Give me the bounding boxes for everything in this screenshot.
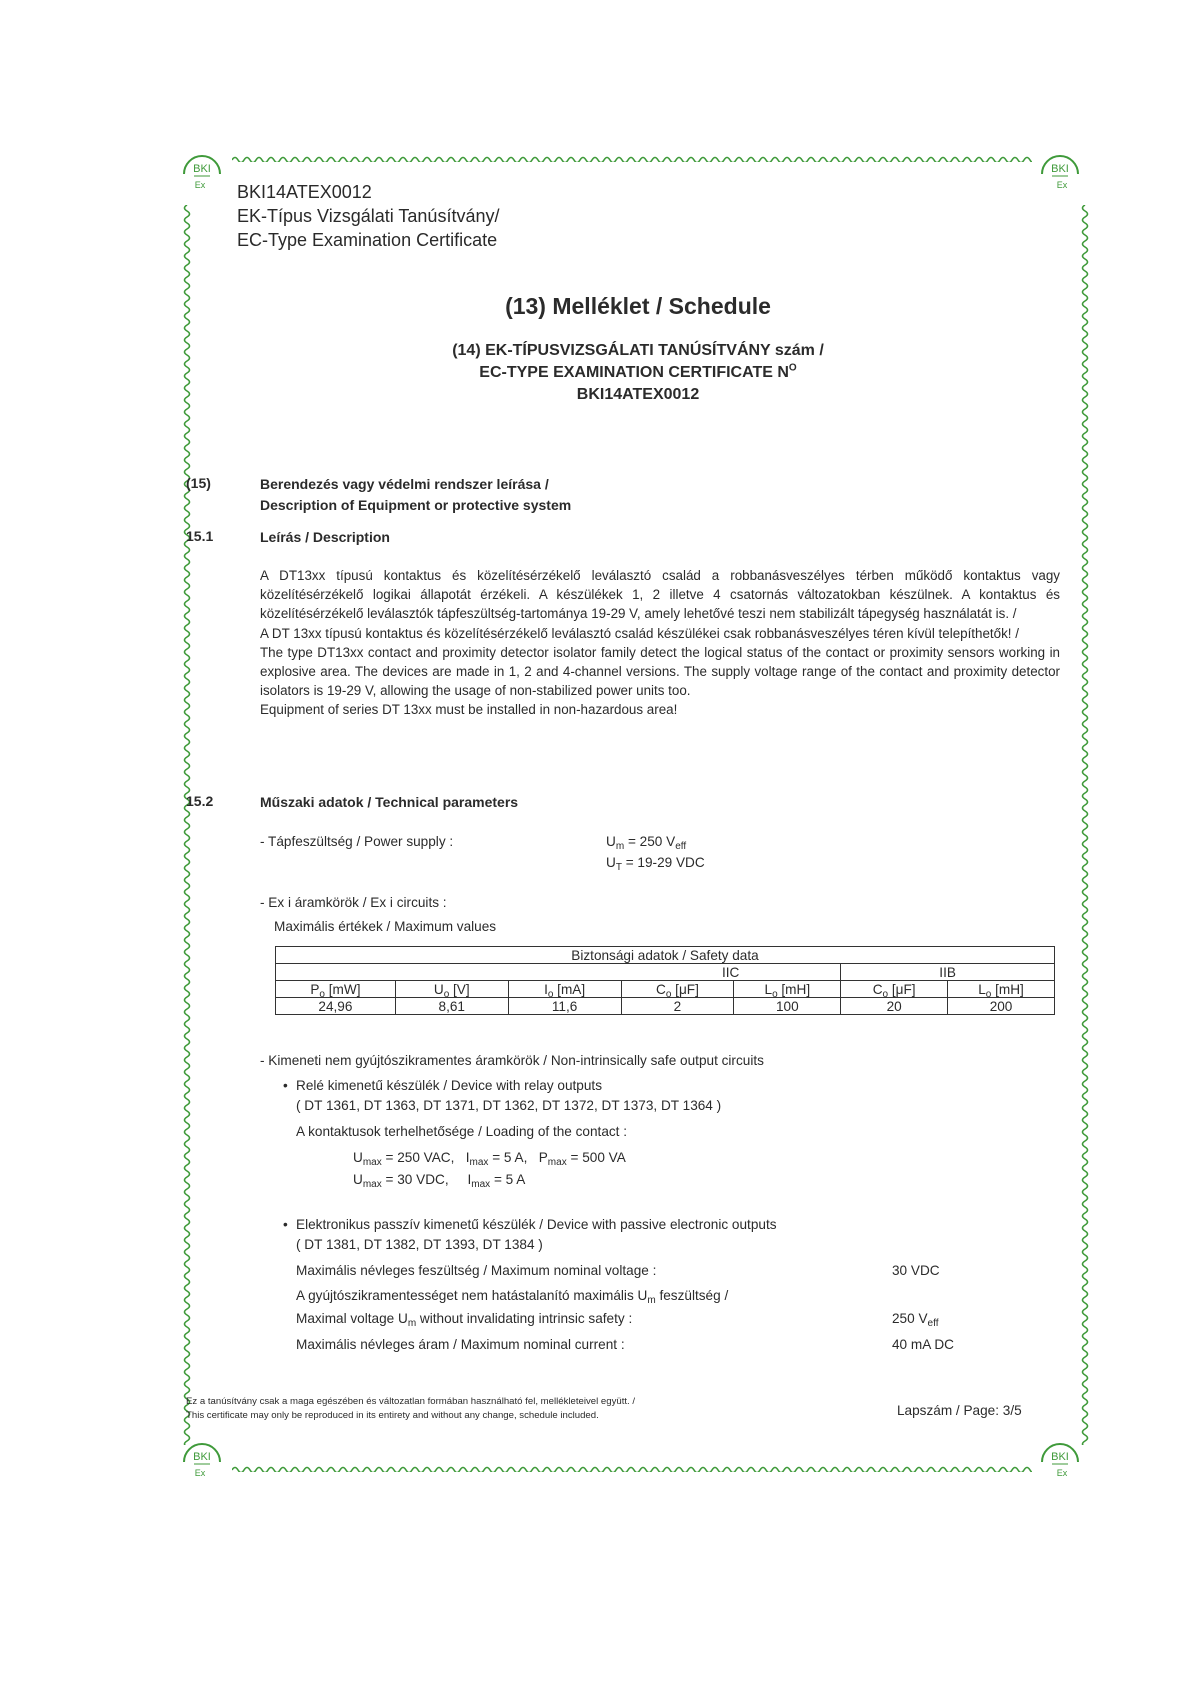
value-uo: 8,61 [395,998,508,1015]
section-15-number: (15) [186,475,211,491]
header-lo-iib: $L_o$ [mH] [948,981,1055,998]
value-lo-iic: 100 [734,998,841,1015]
table-group-row [276,964,1055,981]
non-is-circuits-label: - Kimeneti nem gyújtószikramentes áramkörök / Non-intrinsically safe output circuits [260,1053,764,1068]
bki-ex-logo-top-left [180,150,224,194]
certificate-type-hu: EK-Típus Vizsgálati Tanúsítvány/ [237,206,500,226]
page-number: Lapszám / Page: 3/5 [897,1403,1022,1418]
section-15-1-title: Leírás / Description [260,529,390,545]
header-co-iib: $C_o$ [μF] [841,981,948,998]
bki-ex-logo-top-right [1038,150,1082,194]
table-group-iic: IIC [621,964,841,981]
footer-notice-en: This certificate may only be reproduced in its entirety and without any change, schedule included. [186,1410,599,1421]
certificate-id: BKI14ATEX0012 [237,182,372,202]
logo-sub: Ex [194,1468,206,1478]
logo-text: BKI [1051,1451,1069,1463]
exi-circuits-label: - Ex i áramkörök / Ex i circuits : [260,895,447,910]
header-io: $I_o$ [mA] [508,981,621,998]
section-15-2-title: Műszaki adatok / Technical parameters [260,794,519,810]
safety-data-table [275,946,1055,1015]
footer-notice [186,1395,635,1423]
logo-sub: Ex [1056,1468,1068,1478]
relay-bullet: • [283,1078,288,1093]
description-para-hu: A DT13xx típusú kontaktus és közelítésérzékelő leválasztó család a robbanásveszélyes térben működő kontaktus vagy közelítésérzékelő logikai állapotát érzékeli. A készülékek 1, 2 illetve 4 csatornás változatokban készülnek. A kontaktus és közelítésérzékelő leválasztók tápfeszültség-tartománya 19-29 V, amely lehetővé teszi nem stabilizált tápegység használatát is. / [260,568,1060,622]
right-ornament-border [1080,205,1090,1445]
passive-bullet: • [283,1217,288,1232]
max-voltage-um-line1: A gyújtószikramentességet nem hatástalanító maximális $U_m$ feszültség / [296,1288,729,1306]
certificate-number-line3: BKI14ATEX0012 [576,386,700,403]
power-supply-ut: $U_T = 19-29$ VDC [606,855,705,873]
description-warning-en: Equipment of series DT 13xx must be installed in non-hazardous area! [260,702,678,718]
header-co-iic: $C_o$ [μF] [621,981,734,998]
value-co-iic: 2 [621,998,734,1015]
section-15-1-number: 15.1 [186,528,214,544]
relay-title: Relé kimenetű készülék / Device with relay outputs [296,1078,602,1093]
value-lo-iib: 200 [948,998,1055,1015]
description-body [260,566,1060,720]
maximum-values-label: Maximális értékek / Maximum values [274,919,497,934]
header-lo-iic: $L_o$ [mH] [734,981,841,998]
relay-loading-row2: $U_{max} = 30$ VDC, $I_{max} = 5$ A [353,1172,526,1190]
header-po: $P_o$ [mW] [276,981,396,998]
logo-text: BKI [193,163,211,175]
certificate-number-line2: EC-TYPE EXAMINATION CERTIFICATE $N^O$ [479,362,797,381]
max-nominal-voltage-value: 30 VDC [892,1263,940,1278]
passive-models: ( DT 1381, DT 1382, DT 1393, DT 1384 ) [296,1237,543,1252]
header-uo: $U_o$ [V] [395,981,508,998]
max-nominal-current-label: Maximális névleges áram / Maximum nominal current : [296,1337,625,1352]
bki-ex-logo-bottom-left [180,1438,224,1482]
table-caption-row [276,947,1055,964]
logo-text: BKI [1051,163,1069,175]
footer-notice-hu: Ez a tanúsítvány csak a maga egészében és változatlan formában használható fel, mellékleteivel együtt. / [186,1396,636,1407]
value-co-iib: 20 [841,998,948,1015]
certificate-number-title [288,340,988,406]
max-voltage-um-line2: Maximal voltage $U_m$ without invalidating intrinsic safety : [296,1311,633,1329]
power-supply-um: $U_m = 250$ $V_{eff}$ [606,834,687,852]
certificate-type-en: EC-Type Examination Certificate [237,230,498,250]
description-para-en: The type DT13xx contact and proximity detector isolator family detect the logical status of the contact or proximity sensors working in explosive area. The devices are made in 1, 2 and 4-channel versions. The supply voltage range of the contact and proximity detector isolators is 19-29 V, allowing the usage of non-stabilized power units too. [260,644,1060,699]
top-ornament-border [232,152,1032,162]
max-nominal-current-value: 40 mA DC [892,1337,954,1352]
logo-text: BKI [193,1451,211,1463]
schedule-title: (13) Melléklet / Schedule [505,293,771,319]
passive-title: Elektronikus passzív kimenetű készülék / Device with passive electronic outputs [296,1217,777,1232]
section-15-title: Berendezés vagy védelmi rendszer leírása / Description of Equipment or protective system [260,476,572,513]
relay-models: ( DT 1361, DT 1363, DT 1371, DT 1362, DT 1372, DT 1373, DT 1364 ) [296,1098,722,1113]
bki-ex-logo-bottom-right [1038,1438,1082,1482]
table-group-iib: IIB [841,964,1055,981]
left-ornament-border [182,205,192,1445]
certificate-header [237,180,499,252]
safety-data-caption: Biztonsági adatok / Safety data [276,947,1055,964]
logo-sub: Ex [194,180,206,190]
max-nominal-voltage-label: Maximális névleges feszültség / Maximum nominal voltage : [296,1263,657,1278]
table-value-row [276,998,1055,1015]
logo-sub: Ex [1056,180,1068,190]
bottom-ornament-border [232,1462,1032,1472]
table-header-row [276,981,1055,998]
certificate-number-line1: (14) EK-TÍPUSVIZSGÁLATI TANÚSÍTVÁNY szám / [452,342,824,359]
description-warning-hu: A DT 13xx típusú kontaktus és közelítésérzékelő leválasztó család készülékei csak robbanásveszélyes téren kívül telepíthetők! / [260,625,1019,641]
section-15-2-number: 15.2 [186,793,214,809]
power-supply-label: - Tápfeszültség / Power supply : [260,834,454,849]
relay-loading-row1: $U_{max} = 250$ VAC, $I_{max} = 5$ A, $P_{max} = 500$ VA [353,1150,626,1168]
table-group-empty [276,964,622,981]
value-io: 11,6 [508,998,621,1015]
value-po: 24,96 [276,998,396,1015]
max-voltage-um-value: 250 $V_{eff}$ [892,1311,939,1329]
relay-loading-label: A kontaktusok terhelhetősége / Loading of the contact : [296,1124,628,1139]
